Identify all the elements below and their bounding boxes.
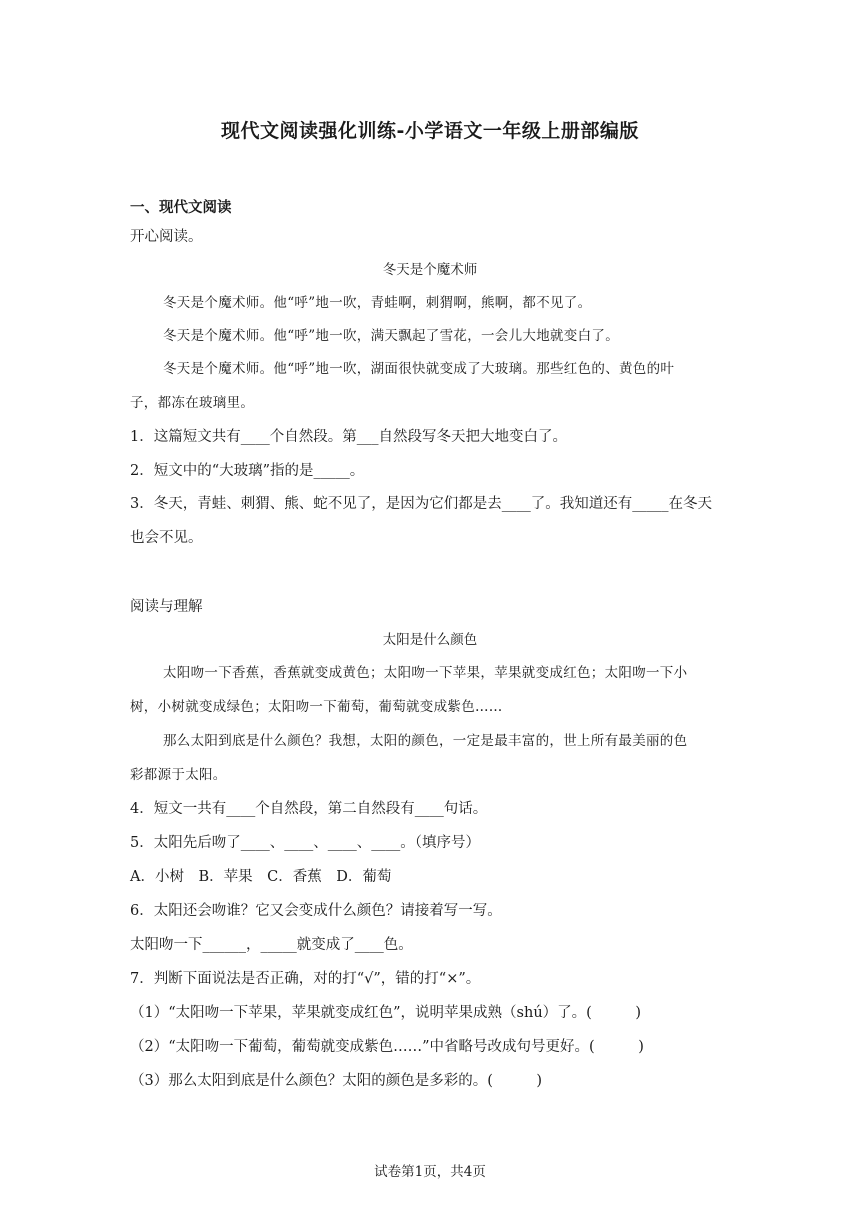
passage1-paragraph-2: 冬天是个魔术师。他“呼”地一吹，满天飘起了雪花，一会儿大地就变白了。 [163,328,620,344]
question-7: 7．判断下面说法是否正确，对的打“√”，错的打“×”。 [130,971,481,987]
question-7-item-2: （2）“太阳吻一下葡萄，葡萄就变成紫色……”中省略号改成句号更好。( ) [130,1039,644,1055]
page-title: 现代文阅读强化训练-小学语文一年级上册部编版 [221,120,639,142]
passage2-paragraph-1-cont: 树，小树就变成绿色；太阳吻一下葡萄，葡萄就变成紫色…… [130,699,503,715]
passage1-paragraph-3-cont: 子，都冻在玻璃里。 [130,395,255,411]
question-7-item-3: （3）那么太阳到底是什么颜色？太阳的颜色是多彩的。( ) [130,1073,543,1089]
page-footer: 试卷第1页，共4页 [374,1164,486,1180]
question-7-item-1: （1）“太阳吻一下苹果，苹果就变成红色”，说明苹果成熟（shú）了。( ) [130,1005,641,1021]
passage2-paragraph-2-cont: 彩都源于太阳。 [130,767,227,783]
passage2-paragraph-1: 太阳吻一下香蕉，香蕉就变成黄色；太阳吻一下苹果，苹果就变成红色；太阳吻一下小 [163,665,688,681]
passage2-title: 太阳是什么颜色 [382,632,478,648]
question-6-fill: 太阳吻一下______，_____就变成了____色。 [130,937,413,953]
question-5-options: A．小树 B．苹果 C．香蕉 D．葡萄 [130,869,392,885]
question-6: 6．太阳还会吻谁？它又会变成什么颜色？请接着写一写。 [130,903,502,919]
question-3: 3．冬天，青蛙、刺猬、熊、蛇不见了，是因为它们都是去____了。我知道还有_____在冬天 [130,496,712,512]
question-1: 1．这篇短文共有____个自然段。第___自然段写冬天把大地变白了。 [130,429,567,445]
passage1-intro: 开心阅读。 [130,229,203,245]
question-3-cont: 也会不见。 [130,530,203,546]
question-5: 5．太阳先后吻了____、____、____、____。（填序号） [130,835,480,851]
passage2-paragraph-2: 那么太阳到底是什么颜色？我想，太阳的颜色，一定是最丰富的，世上所有最美丽的色 [163,733,688,749]
question-4: 4．短文一共有____个自然段，第二自然段有____句话。 [130,801,488,817]
passage1-paragraph-1: 冬天是个魔术师。他“呼”地一吹，青蛙啊，刺猬啊，熊啊，都不见了。 [163,295,592,311]
question-2: 2．短文中的“大玻璃”指的是_____。 [130,463,365,479]
passage2-intro: 阅读与理解 [130,599,203,615]
passage1-title: 冬天是个魔术师 [382,262,478,278]
passage1-paragraph-3: 冬天是个魔术师。他“呼”地一吹，湖面很快就变成了大玻璃。那些红色的、黄色的叶 [163,361,675,377]
section-heading: 一、现代文阅读 [130,200,232,216]
